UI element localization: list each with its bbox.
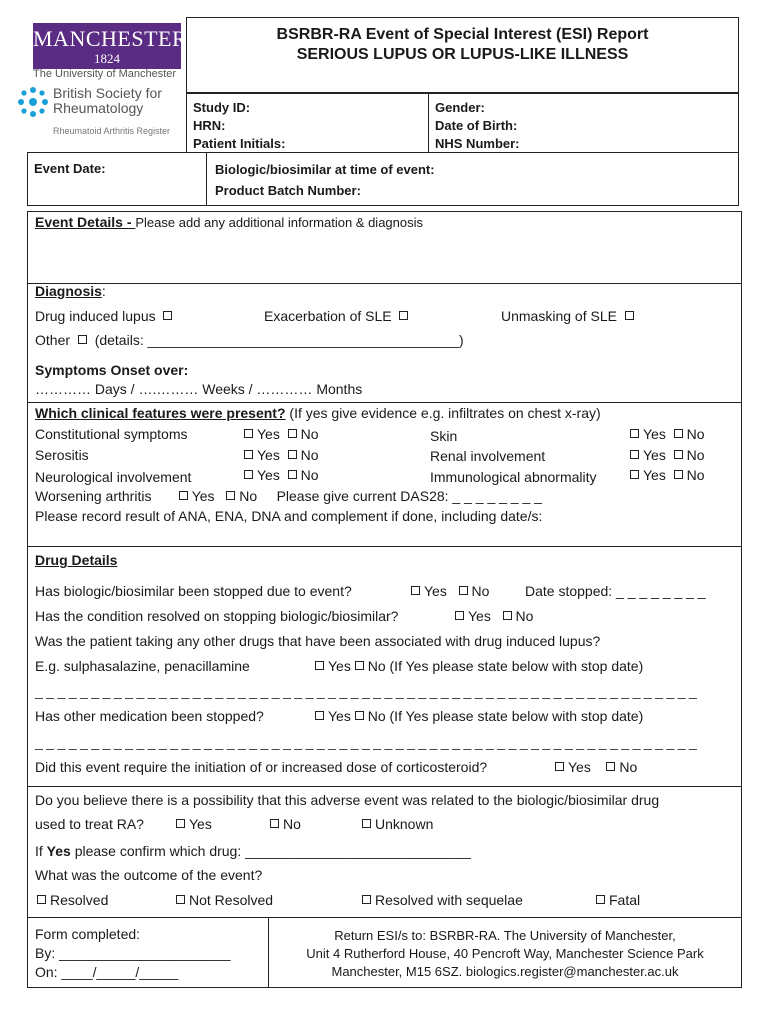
outcome-not-resolved-checkbox[interactable] — [176, 895, 185, 904]
worsening-no: No — [239, 488, 258, 504]
completion-box — [27, 917, 269, 988]
confirm-yes-bold: Yes — [46, 843, 71, 859]
neurological-label: Neurological involvement — [35, 469, 192, 485]
outcome-not-resolved-option[interactable] — [176, 892, 273, 908]
biologic-stopped-choice[interactable] — [411, 583, 489, 599]
other-drugs-no-checkbox[interactable] — [355, 661, 364, 670]
demographics-box — [428, 93, 739, 153]
condition-resolved-choice[interactable] — [455, 608, 533, 624]
neurological-no: No — [300, 467, 319, 483]
other-drugs-yes: Yes — [328, 658, 351, 674]
q-medication-stopped: Has other medication been stopped? — [35, 708, 264, 724]
q-related: Do you believe there is a possibility that this adverse event was related to the biologic/biosimilar drug — [35, 792, 660, 808]
event-details-heading: Event Details - — [35, 214, 136, 230]
constitutional-label: Constitutional symptoms — [35, 426, 188, 442]
related-unknown-option[interactable] — [362, 816, 433, 832]
medication-stopped-choice[interactable] — [315, 708, 643, 724]
immunological-no-checkbox[interactable] — [674, 470, 683, 479]
event-date-label: Event Date: — [34, 161, 106, 176]
manchester-logo-year: 1824 — [94, 51, 120, 66]
related-unknown: Unknown — [375, 816, 434, 832]
outcome-resolved-option[interactable] — [37, 892, 108, 908]
batch-number-label: Product Batch Number: — [215, 183, 361, 198]
q-other-drugs: Was the patient taking any other drugs that have been associated with drug induced lupus? — [35, 633, 601, 649]
exacerbation-checkbox[interactable] — [399, 311, 408, 320]
onset-duration-field[interactable]: ………… Days / ….……… Weeks / ………… Months — [35, 381, 363, 397]
drug-induced-checkbox[interactable] — [163, 311, 172, 320]
completed-by-field[interactable]: By: ______________________ — [35, 945, 231, 961]
biologic-stopped-yes: Yes — [424, 583, 447, 599]
nhs-number-label: NHS Number: — [435, 136, 520, 151]
renal-choice[interactable] — [630, 447, 705, 463]
corticosteroid-choice[interactable] — [555, 759, 637, 775]
diagnosis-heading-row — [35, 283, 106, 299]
other-option[interactable] — [35, 332, 464, 348]
medication-stopped-yes-checkbox[interactable] — [315, 711, 324, 720]
report-title: BSRBR-RA Event of Special Interest (ESI) Report — [276, 26, 649, 43]
other-details-field[interactable]: (details: ________________________________________) — [94, 332, 464, 348]
report-subtitle: SERIOUS LUPUS OR LUPUS-LIKE ILLNESS — [296, 46, 629, 63]
bsr-line2: Rheumatology — [53, 100, 144, 116]
q-related-cont: used to treat RA? — [35, 816, 144, 832]
other-checkbox[interactable] — [78, 335, 87, 344]
immunological-no: No — [686, 467, 705, 483]
event-details-row — [35, 214, 423, 230]
dob-label: Date of Birth: — [435, 118, 518, 133]
q-outcome: What was the outcome of the event? — [35, 867, 263, 883]
constitutional-choice[interactable] — [244, 426, 319, 442]
completed-on-field[interactable]: On: ____/_____/_____ — [35, 964, 179, 980]
diagnosis-heading: Diagnosis — [35, 283, 102, 299]
clinical-heading: Which clinical features were present? — [35, 405, 286, 421]
confirm-drug-field[interactable]: please confirm which drug: _____________________________ — [70, 843, 471, 859]
bsr-logo-icon — [17, 86, 49, 118]
manchester-logo-name: MANCHESTER — [33, 26, 188, 51]
worsening-yes: Yes — [191, 488, 215, 504]
register-name: Rheumatoid Arthritis Register — [53, 126, 171, 136]
outcome-sequelae-checkbox[interactable] — [362, 895, 371, 904]
biologic-stopped-no: No — [471, 583, 490, 599]
outcome-sequelae: Resolved with sequelae — [375, 892, 523, 908]
immunological-yes: Yes — [643, 467, 666, 483]
constitutional-no-checkbox[interactable] — [288, 429, 297, 438]
confirm-drug-row — [35, 843, 471, 859]
worsening-row — [35, 488, 542, 504]
onset-heading: Symptoms Onset over: — [35, 362, 189, 378]
gender-label: Gender: — [435, 100, 485, 115]
biologic-stopped-no-checkbox[interactable] — [459, 586, 468, 595]
unmasking-option[interactable] — [501, 308, 638, 324]
outcome-fatal-checkbox[interactable] — [596, 895, 605, 904]
corticosteroid-no: No — [619, 759, 638, 775]
renal-yes-checkbox[interactable] — [630, 450, 639, 459]
event-date-box — [27, 152, 207, 206]
condition-resolved-yes: Yes — [468, 608, 491, 624]
return-line1: Return ESI/s to: BSRBR-RA. The University of Manchester, — [334, 928, 676, 943]
hrn-label: HRN: — [193, 118, 226, 133]
study-id-label: Study ID: — [193, 100, 251, 115]
other-label: Other — [35, 332, 71, 348]
diagnosis-colon: : — [101, 283, 106, 299]
patient-id-box — [186, 93, 429, 153]
worsening-yes-checkbox[interactable] — [179, 491, 188, 500]
das28-field[interactable]: Please give current DAS28: _ _ _ _ _ _ _ _ — [276, 488, 542, 504]
drug-induced-label: Drug induced lupus — [35, 308, 156, 324]
drug-induced-option[interactable] — [35, 308, 176, 324]
related-unknown-checkbox[interactable] — [362, 819, 371, 828]
skin-no-checkbox[interactable] — [674, 429, 683, 438]
outcome-resolved-checkbox[interactable] — [37, 895, 46, 904]
q-condition-resolved: Has the condition resolved on stopping biologic/biosimilar? — [35, 608, 399, 624]
renal-no-checkbox[interactable] — [674, 450, 683, 459]
skin-yes-checkbox[interactable] — [630, 429, 639, 438]
serositis-no: No — [300, 447, 319, 463]
constitutional-no: No — [300, 426, 319, 442]
related-yes-option[interactable] — [176, 816, 212, 832]
neurological-choice[interactable] — [244, 467, 319, 483]
condition-resolved-no: No — [515, 608, 534, 624]
outcome-fatal-option[interactable] — [596, 892, 640, 908]
form-completed-label: Form completed: — [35, 926, 141, 942]
university-name: The University of Manchester — [33, 68, 177, 80]
return-line3: Manchester, M15 6SZ. biologics.register@manchester.ac.uk — [331, 964, 679, 979]
outcome-not-resolved: Not Resolved — [189, 892, 274, 908]
related-no-option[interactable] — [270, 816, 301, 832]
skin-yes: Yes — [643, 426, 666, 442]
drug-details-heading: Drug Details — [35, 552, 118, 568]
q-corticosteroid: Did this event require the initiation of or increased dose of corticosteroid? — [35, 759, 488, 775]
other-drugs-line-field[interactable]: _ _ _ _ _ _ _ _ _ _ _ _ _ _ _ _ _ _ _ _ _ _ _ _ _ _ _ _ _ _ _ _ _ _ _ _ _ _ _ _ _ _ _ _ _ _ _ _ _ _ _ _ _ _ _ _ _ _ _ — [35, 683, 697, 699]
return-address-box — [268, 917, 742, 988]
constitutional-yes: Yes — [257, 426, 280, 442]
bsr-logo-text — [53, 86, 162, 116]
title-box — [186, 17, 739, 93]
serositis-no-checkbox[interactable] — [288, 450, 297, 459]
serositis-label: Serositis — [35, 447, 89, 463]
medication-stopped-no-state: No (If Yes please state below with stop date) — [367, 708, 644, 724]
serositis-yes: Yes — [257, 447, 280, 463]
unmasking-label: Unmasking of SLE — [501, 308, 617, 324]
biologic-label: Biologic/biosimilar at time of event: — [215, 162, 435, 177]
skin-no: No — [686, 426, 705, 442]
biologic-box — [206, 152, 739, 206]
serositis-choice[interactable] — [244, 447, 319, 463]
outcome-sequelae-option[interactable] — [362, 892, 523, 908]
exacerbation-label: Exacerbation of SLE — [264, 308, 392, 324]
medication-stopped-no-checkbox[interactable] — [355, 711, 364, 720]
worsening-label: Worsening arthritis — [35, 488, 152, 504]
exacerbation-option[interactable] — [264, 308, 412, 324]
patient-initials-label: Patient Initials: — [193, 136, 286, 151]
outcome-resolved: Resolved — [50, 892, 109, 908]
q-other-drugs-example: E.g. sulphasalazine, penacillamine — [35, 658, 250, 674]
condition-resolved-yes-checkbox[interactable] — [455, 611, 464, 620]
neurological-yes-checkbox[interactable] — [244, 470, 253, 479]
worsening-no-checkbox[interactable] — [226, 491, 235, 500]
immunological-label: Immunological abnormality — [430, 469, 597, 485]
immunological-choice[interactable] — [630, 467, 705, 483]
related-no-checkbox[interactable] — [270, 819, 279, 828]
date-stopped-field[interactable]: Date stopped: _ _ _ _ _ _ _ _ — [525, 583, 706, 599]
event-details-hint: Please add any additional information & diagnosis — [135, 215, 424, 230]
other-drugs-no-state: No (If Yes please state below with stop date) — [367, 658, 644, 674]
renal-yes: Yes — [643, 447, 666, 463]
other-drugs-yes-checkbox[interactable] — [315, 661, 324, 670]
bsr-line1: British Society for — [53, 85, 162, 101]
corticosteroid-yes-checkbox[interactable] — [555, 762, 564, 771]
medication-stopped-yes: Yes — [328, 708, 351, 724]
biologic-stopped-yes-checkbox[interactable] — [411, 586, 420, 595]
constitutional-yes-checkbox[interactable] — [244, 429, 253, 438]
neurological-no-checkbox[interactable] — [288, 470, 297, 479]
neurological-yes: Yes — [257, 467, 280, 483]
clinical-hint: (If yes give evidence e.g. infiltrates on chest x-ray) — [285, 405, 601, 421]
medication-line-field[interactable]: _ _ _ _ _ _ _ _ _ _ _ _ _ _ _ _ _ _ _ _ _ _ _ _ _ _ _ _ _ _ _ _ _ _ _ _ _ _ _ _ _ _ _ _ _ _ _ _ _ _ _ _ _ _ _ _ _ _ _ — [35, 734, 697, 750]
corticosteroid-yes: Yes — [568, 759, 591, 775]
return-line2: Unit 4 Rutherford House, 40 Pencroft Way, Manchester Science Park — [306, 946, 704, 961]
corticosteroid-no-checkbox[interactable] — [606, 762, 615, 771]
skin-choice[interactable] — [630, 426, 705, 442]
renal-label: Renal involvement — [430, 448, 546, 464]
manchester-logo — [33, 23, 188, 69]
serositis-yes-checkbox[interactable] — [244, 450, 253, 459]
confirm-if: If — [35, 843, 47, 859]
clinical-heading-row — [35, 405, 601, 421]
unmasking-checkbox[interactable] — [625, 311, 634, 320]
related-no: No — [283, 816, 301, 832]
q-biologic-stopped: Has biologic/biosimilar been stopped due to event? — [35, 583, 352, 599]
record-results-label: Please record result of ANA, ENA, DNA and complement if done, including date/s: — [35, 508, 543, 524]
skin-label: Skin — [430, 428, 458, 444]
outcome-fatal: Fatal — [609, 892, 641, 908]
immunological-yes-checkbox[interactable] — [630, 470, 639, 479]
other-drugs-choice[interactable] — [315, 658, 643, 674]
related-yes: Yes — [189, 816, 212, 832]
condition-resolved-no-checkbox[interactable] — [503, 611, 512, 620]
related-yes-checkbox[interactable] — [176, 819, 185, 828]
renal-no: No — [686, 447, 705, 463]
